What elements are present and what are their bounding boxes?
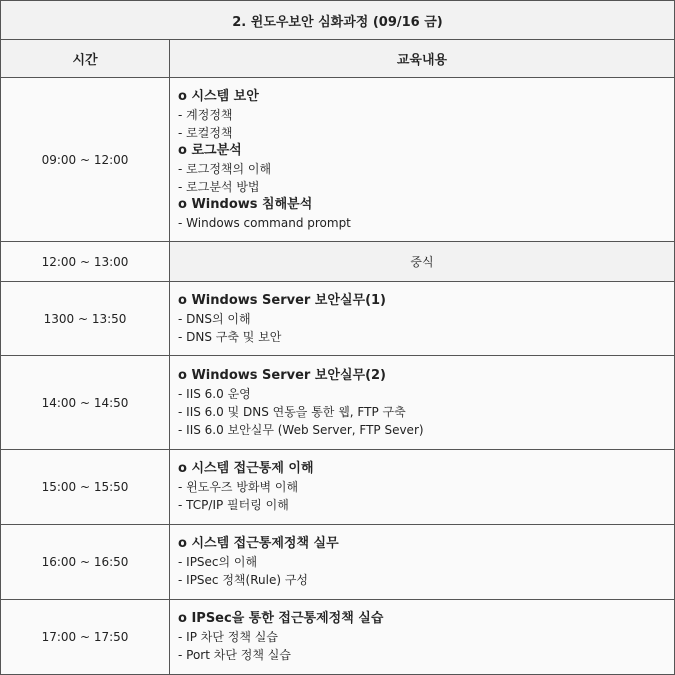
content-cell xyxy=(169,241,675,281)
schedule-row xyxy=(0,281,675,355)
header-content: 교육내용 xyxy=(396,53,448,68)
content-lines xyxy=(178,78,351,241)
section-heading: o Windows Server 보안실무(1) xyxy=(178,292,386,308)
list-item: - 로컬정책 xyxy=(178,124,351,142)
list-item: - DNS 구축 및 보안 xyxy=(178,328,386,346)
content-lines xyxy=(178,356,424,449)
lunch-label: 중식 xyxy=(410,255,434,269)
schedule-row xyxy=(0,599,675,674)
content-cell xyxy=(169,449,675,524)
content-lines xyxy=(178,450,314,524)
list-item: - 윈도우즈 방화벽 이해 xyxy=(178,478,314,496)
list-item: - IPSec 정책(Rule) 구성 xyxy=(178,571,339,589)
schedule-row xyxy=(0,355,675,449)
list-item: - IIS 6.0 보안실무 (Web Server, FTP Sever) xyxy=(178,421,424,439)
section-heading: o 시스템 접근통제 이해 xyxy=(178,461,314,476)
header-content-cell xyxy=(169,39,675,77)
time-range: 1300 ~ 13:50 xyxy=(43,311,127,326)
header-row xyxy=(0,39,675,77)
time-cell xyxy=(0,524,169,599)
schedule-row xyxy=(0,77,675,241)
header-time: 시간 xyxy=(72,53,98,68)
section-heading: o Windows 침해분석 xyxy=(178,196,313,212)
schedule-row xyxy=(0,449,675,524)
list-item: - 로그정책의 이해 xyxy=(178,160,351,178)
list-item: - IP 차단 정책 실습 xyxy=(178,628,383,646)
content-lines xyxy=(178,600,383,674)
list-item: - IIS 6.0 및 DNS 연동을 통한 웹, FTP 구축 xyxy=(178,403,424,421)
schedule-row xyxy=(0,241,675,281)
list-item: - Windows command prompt xyxy=(178,214,351,232)
list-item: - IPSec의 이해 xyxy=(178,553,339,571)
header-time-cell xyxy=(0,39,169,77)
time-range: 12:00 ~ 13:00 xyxy=(41,254,129,269)
content-cell xyxy=(169,355,675,449)
list-item: - 계정정책 xyxy=(178,106,351,124)
content-lines xyxy=(178,282,386,355)
time-cell xyxy=(0,355,169,449)
time-cell xyxy=(0,281,169,355)
time-cell xyxy=(0,77,169,241)
content-cell xyxy=(169,524,675,599)
section-heading: o Windows Server 보안실무(2) xyxy=(178,367,386,383)
time-cell xyxy=(0,599,169,674)
content-cell xyxy=(169,77,675,241)
section-heading: o IPSec을 통한 접근통제정책 실습 xyxy=(178,611,384,626)
section-heading: o 시스템 접근통제정책 실무 xyxy=(178,536,339,551)
list-item: - 로그분석 방법 xyxy=(178,178,351,196)
time-range: 15:00 ~ 15:50 xyxy=(41,480,129,494)
schedule-row xyxy=(0,524,675,599)
time-range: 17:00 ~ 17:50 xyxy=(41,630,129,644)
time-cell xyxy=(0,449,169,524)
list-item: - Port 차단 정책 실습 xyxy=(178,646,383,664)
table-title: 2. 윈도우보안 심화과정 (09/16 금) xyxy=(232,14,443,30)
title-row xyxy=(0,0,675,39)
content-cell xyxy=(169,599,675,674)
time-cell xyxy=(0,241,169,281)
section-heading: o 로그분석 xyxy=(178,142,242,158)
list-item: - IIS 6.0 운영 xyxy=(178,385,424,403)
content-cell xyxy=(169,281,675,355)
time-range: 16:00 ~ 16:50 xyxy=(41,555,129,569)
time-range: 14:00 ~ 14:50 xyxy=(41,395,129,410)
section-heading: o 시스템 보안 xyxy=(178,88,259,104)
list-item: - DNS의 이해 xyxy=(178,310,386,328)
title-cell xyxy=(0,0,675,39)
list-item: - TCP/IP 필터링 이해 xyxy=(178,496,314,514)
content-lines xyxy=(178,525,339,599)
time-range: 09:00 ~ 12:00 xyxy=(41,152,129,167)
